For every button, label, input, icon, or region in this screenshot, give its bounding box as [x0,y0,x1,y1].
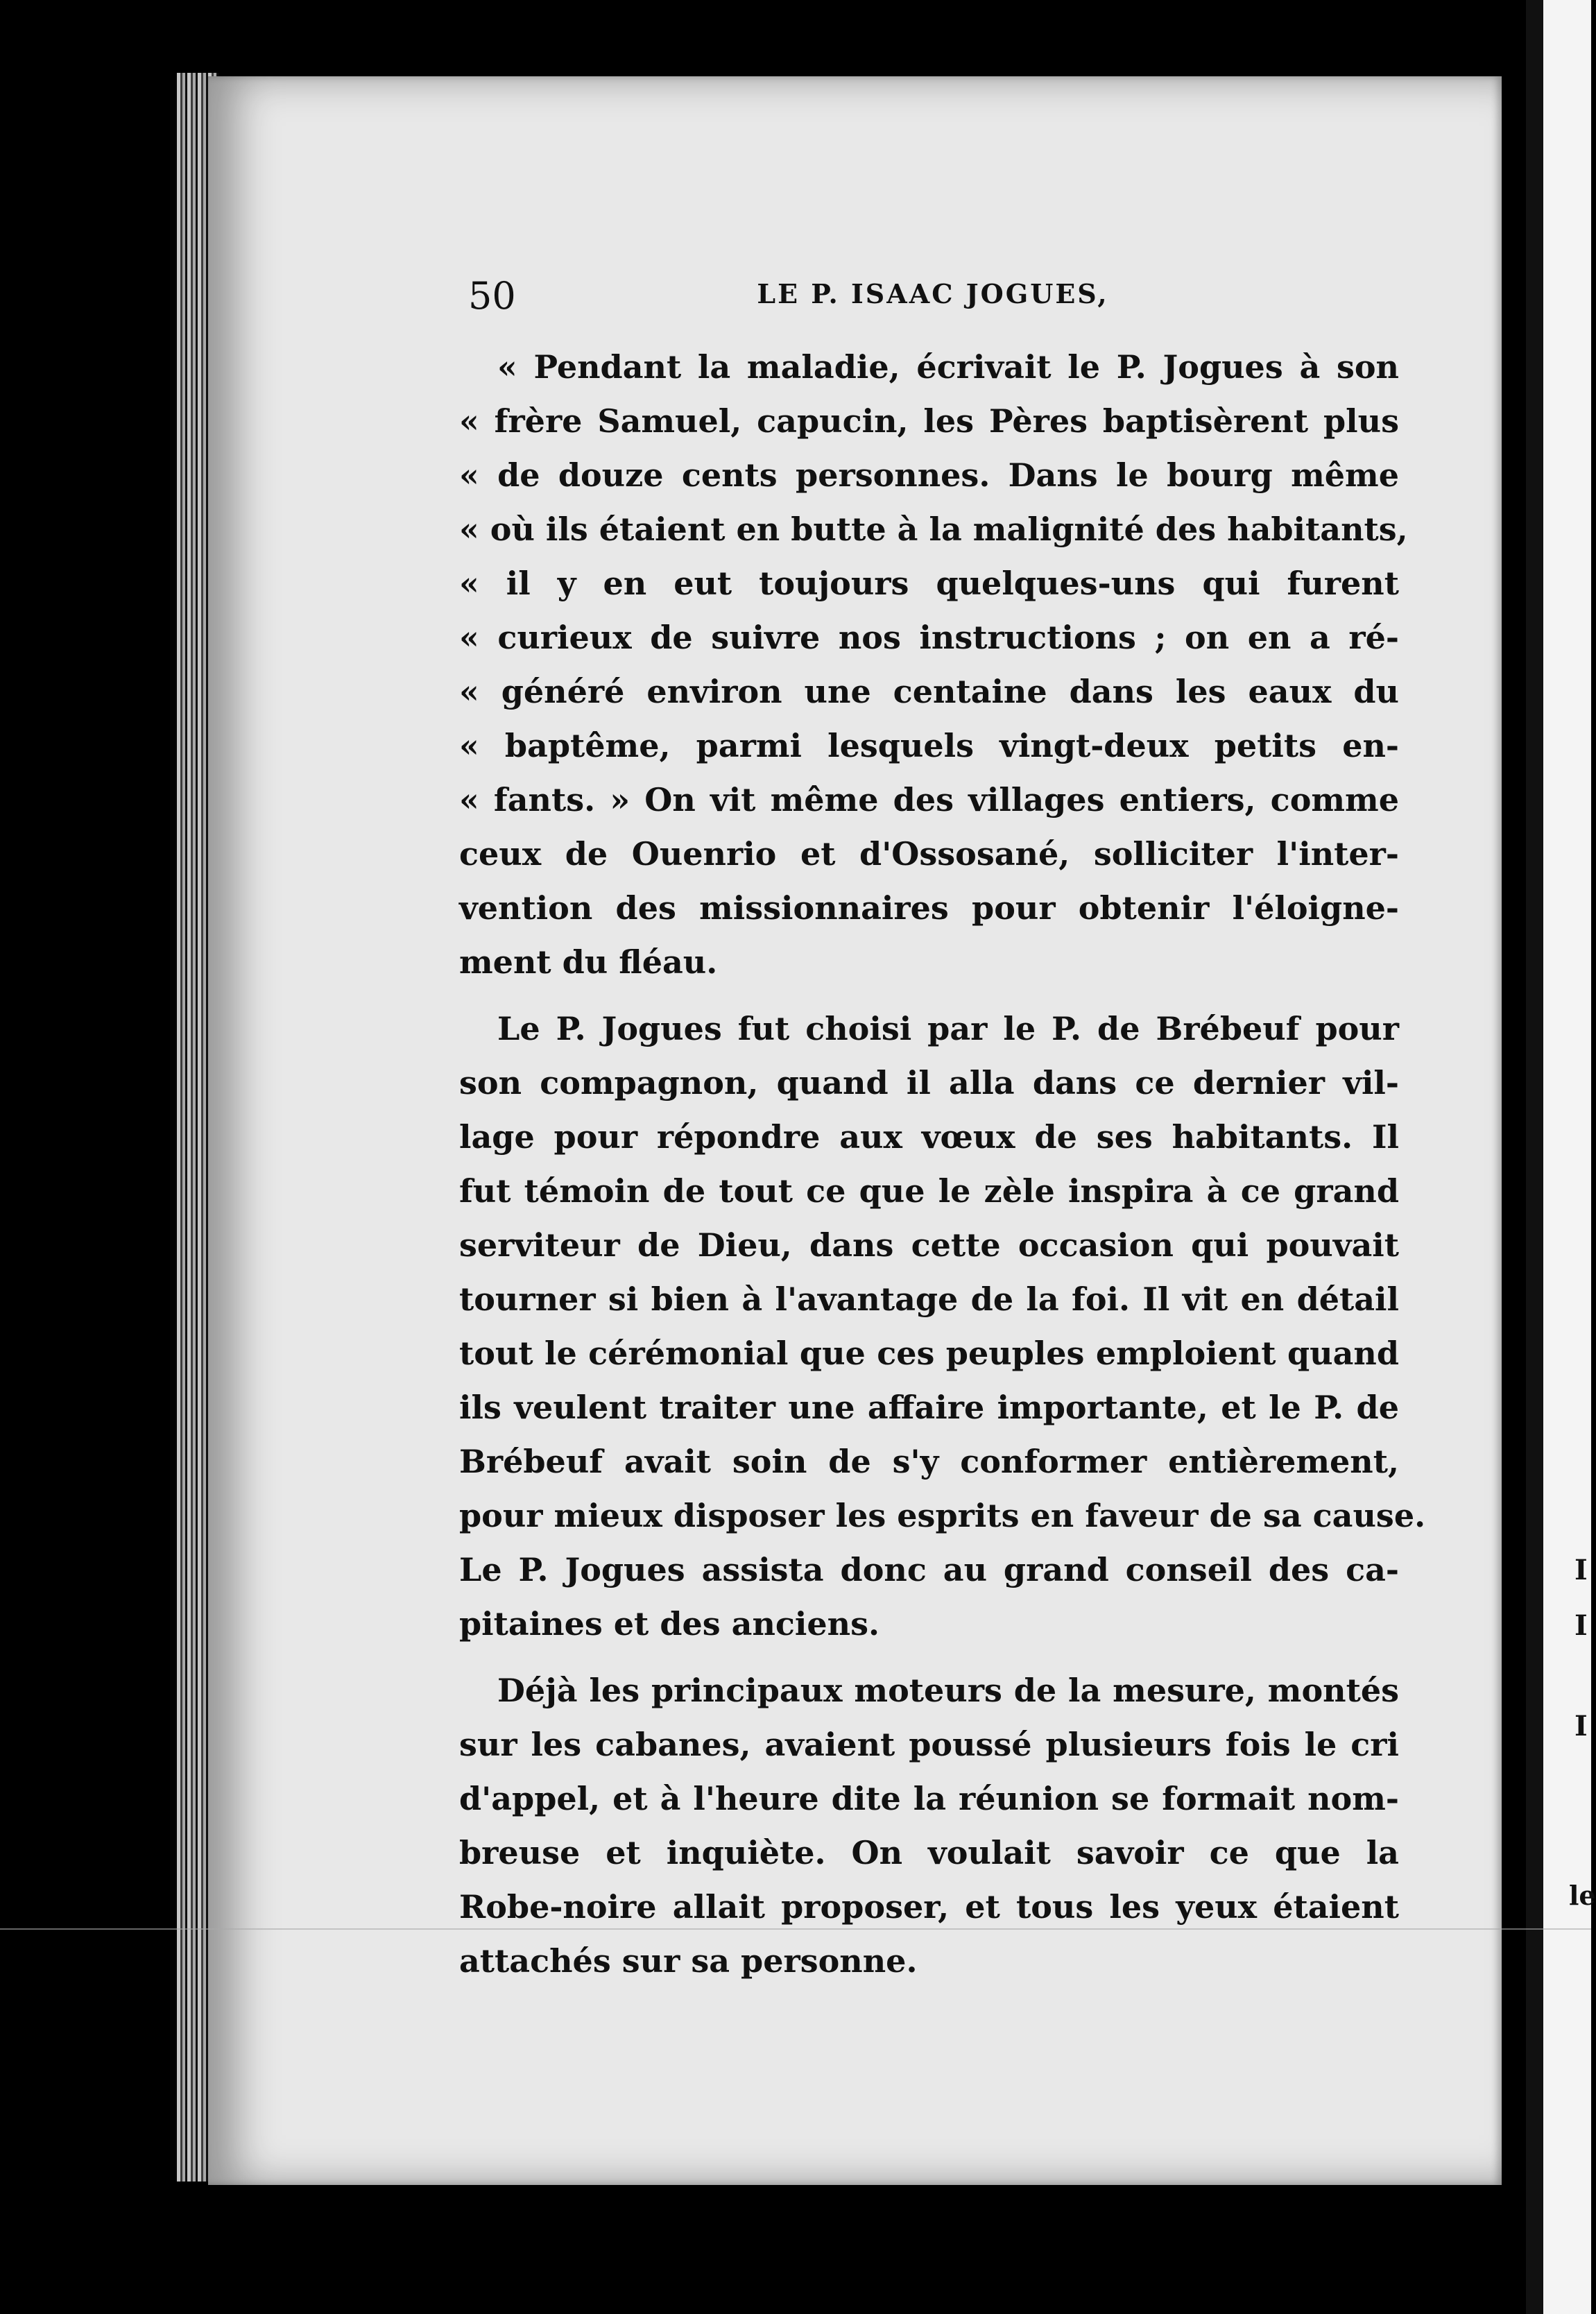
text-line: ils veulent traiter une affaire importante, et le P. de [459,1389,1399,1426]
text-line: « il y en eut toujours quelques-uns qui furent [459,565,1399,602]
text-line: « où ils étaient en butte à la malignité des habitants, [459,511,1408,548]
text-line: pour mieux disposer les esprits en faveur de sa cause. [459,1497,1426,1534]
text-line: tourner si bien à l'avantage de la foi. Il vit en détail [459,1280,1399,1318]
text-line: pitaines et des anciens. [459,1605,880,1643]
text-line: attachés sur sa personne. [459,1942,918,1980]
text-line: « fants. » On vit même des villages entiers, comme [459,781,1399,819]
text-line: lage pour répondre aux vœux de ses habitants. Il [459,1118,1399,1156]
body-text [459,340,1426,1988]
adjacent-page-fragment: I [1574,1609,1588,1642]
text-line: Le P. Jogues fut choisi par le P. de Brébeuf pour [497,1010,1399,1047]
text-line: serviteur de Dieu, dans cette occasion qui pouvait [459,1226,1399,1264]
text-line: « frère Samuel, capucin, les Pères baptisèrent plus [459,402,1399,440]
text-line: Déjà les principaux moteurs de la mesure, montés [497,1672,1399,1709]
running-title: LE P. ISAAC JOGUES, [757,278,1109,309]
text-line: « baptême, parmi lesquels vingt-deux petits en- [459,727,1399,764]
text-line: breuse et inquiète. On voulait savoir ce que la [459,1834,1399,1871]
page-number: 50 [468,274,516,318]
paragraph-gap [459,1651,1399,1663]
text-line: tout le cérémonial que ces peuples emploient quand [459,1335,1399,1372]
text-line: « curieux de suivre nos instructions ; on en a ré- [459,619,1399,656]
text-line: son compagnon, quand il alla dans ce dernier vil- [459,1064,1399,1102]
text-line: « Pendant la maladie, écrivait le P. Jogues à son [497,348,1399,386]
text-line: d'appel, et à l'heure dite la réunion se formait nom- [459,1780,1399,1817]
paragraph-gap [459,989,1399,1002]
page-gutter-shadow [1526,0,1543,2314]
page-header [468,274,1398,323]
text-line: sur les cabanes, avaient poussé plusieurs fois le cri [459,1726,1399,1763]
text-line: ment du fléau. [459,943,718,981]
adjacent-page-fragment: I [1574,1554,1588,1586]
text-line: Robe-noire allait proposer, et tous les yeux étaient [459,1888,1399,1926]
text-line: ceux de Ouenrio et d'Ossosané, solliciter l'inter- [459,835,1399,873]
text-line: « généré environ une centaine dans les eaux du [459,673,1399,710]
adjacent-page [1526,0,1591,2314]
adjacent-page-fragment: I [1574,1710,1588,1742]
text-line: Brébeuf avait soin de s'y conformer entièrement, [459,1443,1399,1480]
text-line: fut témoin de tout ce que le zèle inspira à ce grand [459,1172,1399,1210]
adjacent-page-fragment: le [1569,1880,1596,1911]
text-line: Le P. Jogues assista donc au grand conseil des ca- [459,1551,1399,1588]
text-line: « de douze cents personnes. Dans le bourg même [459,456,1399,494]
text-line: vention des missionnaires pour obtenir l'éloigne- [459,889,1399,927]
